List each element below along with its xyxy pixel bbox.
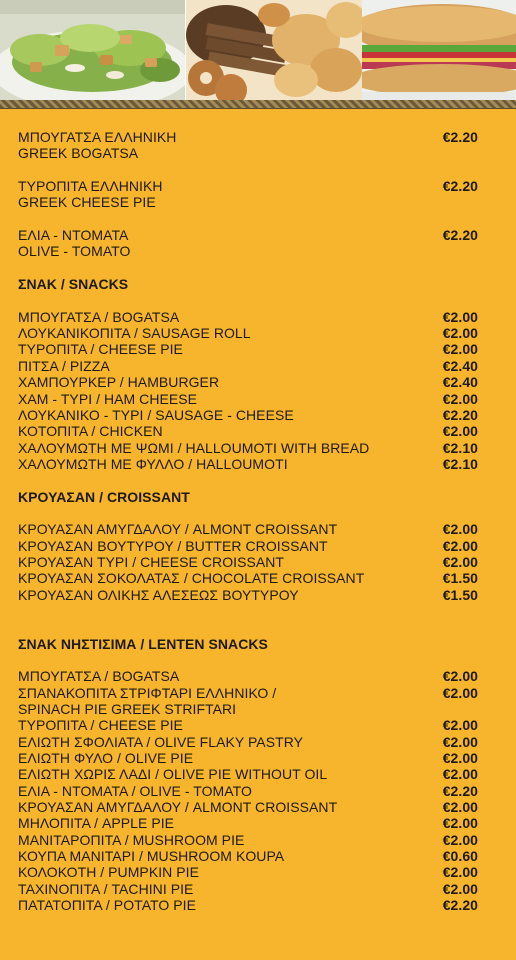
item-name: ΧΑΜΠΟΥΡΚΕΡ / HAMBURGER <box>18 374 220 391</box>
menu-item <box>18 521 478 537</box>
item-name: ΠΑΤΑΤΟΠΙΤΑ / POTATO PIE <box>18 897 196 914</box>
item-name-english: OLIVE - TOMATO <box>18 243 131 260</box>
item-name: ΜΑΝΙΤΑΡΟΠΙΤΑ / MUSHROOM PIE <box>18 831 245 848</box>
item-price: €2.20 <box>442 129 478 145</box>
item-name-greek: ΜΠΟΥΓΑΤΣΑ ΕΛΛΗΝΙΚΗ <box>18 129 177 145</box>
item-name: ΚΟΛΟΚΟΤΗ / PUMPKIN PIE <box>18 864 199 881</box>
item-name: ΕΛΙΩΤΗ ΦΥΛΟ / OLIVE PIE <box>18 750 194 767</box>
item-name: ΚΡΟΥΑΣΑΝ ΟΛΙΚΗΣ ΑΛΕΣΕΩΣ ΒΟΥΤΥΡΟΥ <box>18 586 299 603</box>
menu-item <box>18 685 478 718</box>
item-price: €1.50 <box>442 586 478 603</box>
item-name: ΚΡΟΥΑΣΑΝ ΑΜΥΓΔΑΛΟΥ / ALMONT CROISSANT <box>18 521 338 538</box>
item-name-english: GREEK BOGATSA <box>18 145 139 162</box>
menu-item <box>18 587 478 603</box>
menu-item <box>18 734 478 750</box>
item-name: ΚΡΟΥΑΣΑΝ ΒΟΥΤΥΡΟΥ / BUTTER CROISSANT <box>18 537 328 554</box>
menu-item <box>18 750 478 766</box>
menu-item <box>18 325 478 341</box>
item-price: €2.00 <box>442 766 478 783</box>
item-price: €2.00 <box>442 521 478 538</box>
item-price: €2.20 <box>442 897 478 914</box>
item-name: ΤΥΡΟΠΙΤΑ / CHEESE PIE <box>18 717 183 734</box>
menu-item <box>18 341 478 357</box>
menu-item <box>18 391 478 407</box>
item-price: €2.00 <box>442 733 478 750</box>
item-price: €2.00 <box>442 553 478 570</box>
item-name: ΧΑΛΟΥΜΩΤΗ ΜΕ ΨΩΜΙ / HALLOUMOTI WITH BREAD <box>18 439 370 456</box>
item-price: €2.20 <box>442 406 478 423</box>
menu-item <box>18 309 478 325</box>
menu-item <box>18 848 478 864</box>
item-name: ΧΑΛΟΥΜΩΤΗ ΜΕ ΦΥΛΛΟ / HALLOUMOTI <box>18 455 288 472</box>
item-price: €2.00 <box>442 341 478 358</box>
item-price: €2.40 <box>442 374 478 391</box>
item-name: ΜΠΟΥΓΑΤΣΑ / BOGATSA <box>18 308 180 325</box>
section-heading-lenten: ΣΝΑΚ ΝΗΣΤΙΣΙΜΑ / LENTEN SNACKS <box>18 635 268 652</box>
menu-item <box>18 374 478 390</box>
menu-item <box>18 570 478 586</box>
item-price: €2.00 <box>442 668 478 685</box>
item-name: ΜΠΟΥΓΑΤΣΑ / BOGATSA <box>18 668 180 685</box>
menu-item <box>18 799 478 815</box>
item-name: ΛΟΥΚΑΝΙΚΟ - ΤΥΡΙ / SAUSAGE - CHEESE <box>18 406 294 423</box>
submarine-sandwich-photo <box>362 0 516 100</box>
item-name-english: GREEK CHEESE PIE <box>18 194 156 211</box>
item-price: €2.20 <box>442 227 478 244</box>
item-name: ΕΛΙΩΤΗ ΧΩΡΙΣ ΛΑΔΙ / OLIVE PIE WITHOUT OIL <box>18 766 328 783</box>
item-name: ΤΥΡΟΠΙΤΑ / CHEESE PIE <box>18 341 183 358</box>
menu-item <box>18 407 478 423</box>
item-name: ΚΡΟΥΑΣΑΝ ΑΜΥΓΔΑΛΟΥ / ALMONT CROISSANT <box>18 799 338 816</box>
item-price: €2.00 <box>442 750 478 767</box>
item-price: €2.00 <box>442 864 478 881</box>
item-price: €2.00 <box>442 684 478 701</box>
item-price: €2.00 <box>442 390 478 407</box>
item-name: ΕΛΙΑ - ΝΤΟΜΑΤΑ / OLIVE - TOMATO <box>18 782 252 799</box>
menu-item <box>18 440 478 456</box>
bread-assortment-photo <box>186 0 362 100</box>
section-heading-croissant: ΚΡΟΥΑΣΑΝ / CROISSANT <box>18 488 190 505</box>
item-name: ΠΙΤΣΑ / PIZZA <box>18 357 110 374</box>
item-name: ΚΡΟΥΑΣΑΝ ΣΟΚΟΛΑΤΑΣ / CHOCOLATE CROISSANT <box>18 570 365 587</box>
item-price: €2.40 <box>442 357 478 374</box>
menu-list <box>18 129 478 914</box>
item-name: ΚΟΥΠΑ ΜΑΝΙΤΑΡΙ / MUSHROOM KOUPA <box>18 848 285 865</box>
menu-item <box>18 129 478 162</box>
menu-item <box>18 783 478 799</box>
item-name-greek: ΕΛΙΑ - ΝΤΟΜΑΤΑ <box>18 227 129 244</box>
item-name: ΤΑΧΙΝΟΠΙΤΑ / TACHINI PIE <box>18 880 194 897</box>
menu-item <box>18 717 478 733</box>
croissant-list <box>18 521 478 603</box>
menu-item <box>18 897 478 913</box>
item-name-continued: SPINACH PIE GREEK STRIFTARI <box>18 701 237 718</box>
item-price: €2.00 <box>442 537 478 554</box>
item-price: €2.10 <box>442 455 478 472</box>
photo-banner <box>0 0 516 103</box>
menu-item <box>18 538 478 554</box>
item-price: €2.00 <box>442 815 478 832</box>
item-price: €2.00 <box>442 325 478 342</box>
menu-item <box>18 815 478 831</box>
menu-item <box>18 832 478 848</box>
item-name: ΛΟΥΚΑΝΙΚΟΠΙΤΑ / SAUSAGE ROLL <box>18 325 251 342</box>
menu-item <box>18 456 478 472</box>
item-price: €2.00 <box>442 880 478 897</box>
menu-item <box>18 881 478 897</box>
item-name: ΚΡΟΥΑΣΑΝ ΤΥΡΙ / CHEESE CROISSANT <box>18 553 285 570</box>
item-price: €2.10 <box>442 439 478 456</box>
item-price: €2.00 <box>442 799 478 816</box>
item-name: ΚΟΤΟΠΙΤΑ / CHICKEN <box>18 423 163 440</box>
item-name: ΕΛΙΩΤΗ ΣΦΟΛΙΑΤΑ / OLIVE FLAKY PASTRY <box>18 733 303 750</box>
menu-item <box>18 358 478 374</box>
decorative-border <box>0 100 516 109</box>
menu-item <box>18 668 478 684</box>
menu-item <box>18 178 478 211</box>
item-price: €2.00 <box>442 423 478 440</box>
item-price: €2.20 <box>442 782 478 799</box>
menu-item <box>18 423 478 439</box>
item-price: €0.60 <box>442 848 478 865</box>
item-name-greek: ΤΥΡΟΠΙΤΑ ΕΛΛΗΝΙΚΗ <box>18 178 163 195</box>
menu-item <box>18 766 478 782</box>
snacks-list <box>18 309 478 472</box>
item-price: €2.00 <box>442 717 478 734</box>
item-price: €2.20 <box>442 178 478 195</box>
menu-item <box>18 227 478 260</box>
item-price: €2.00 <box>442 308 478 325</box>
item-name: ΣΠΑΝΑΚΟΠΙΤΑ ΣΤΡΙΦΤΑΡΙ ΕΛΛΗΝΙΚΟ / <box>18 684 277 701</box>
item-name: ΧΑΜ - ΤΥΡΙ / HAM CHEESE <box>18 390 198 407</box>
item-price: €1.50 <box>442 570 478 587</box>
menu-item <box>18 554 478 570</box>
section-heading-snacks: ΣΝΑΚ / SNACKS <box>18 276 129 293</box>
caesar-salad-photo <box>0 0 185 100</box>
item-name: ΜΗΛΟΠΙΤΑ / APPLE PIE <box>18 815 175 832</box>
menu-item <box>18 864 478 880</box>
item-price: €2.00 <box>442 831 478 848</box>
lenten-list <box>18 668 478 913</box>
